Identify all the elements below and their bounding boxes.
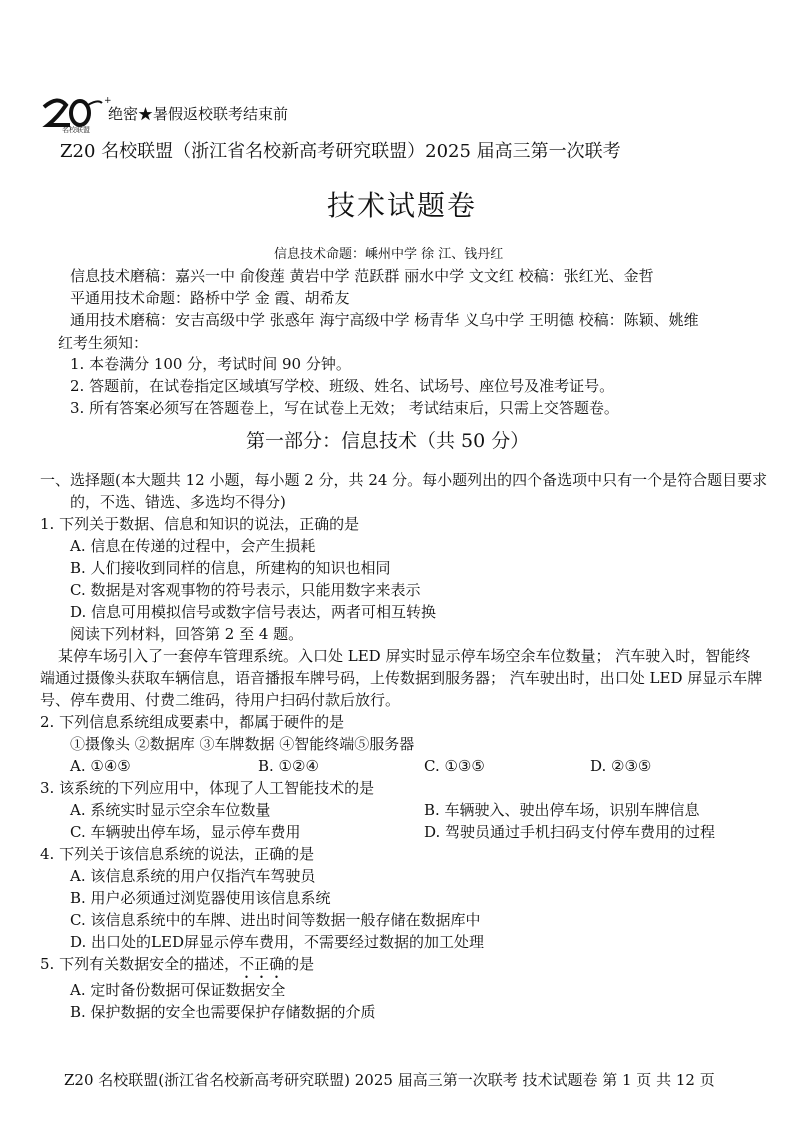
question-5-stem-end: 的是 <box>284 955 315 973</box>
question-1-option: C. 数据是对客观事物的符号表示，只能用数字来表示 <box>70 581 421 599</box>
exam-title: Z20 名校联盟（浙江省名校新高考研究联盟）2025 届高三第一次联考 <box>60 141 621 162</box>
confidential-label: 绝密★暑假返校联考结束前 <box>108 105 289 123</box>
question-1-stem: 1. 下列关于数据、信息和知识的说法，正确的是 <box>40 515 360 533</box>
question-4-option: B. 用户必须通过浏览器使用该信息系统 <box>70 889 331 907</box>
question-5-option: B. 保护数据的安全也需要保护存储数据的介质 <box>70 1003 376 1021</box>
question-5-emphasis: 不正确 <box>239 955 285 973</box>
credits-line: 信息技术磨稿：嘉兴一中 俞俊莲 黄岩中学 范跃群 丽水中学 文文红 校稿：张红光、金哲 <box>70 267 654 285</box>
question-4-option: A. 该信息系统的用户仅指汽车驾驶员 <box>70 867 316 885</box>
question-2-option-c: C. ①③⑤ <box>424 757 485 775</box>
question-3-option-d: D. 驾驶员通过手机扫码支付停车费用的过程 <box>424 823 716 841</box>
material-line: 端通过摄像头获取车辆信息，语音播报车牌号码，上传数据到服务器； 汽车驶出时，出口处 LED 屏显示车牌 <box>40 669 763 687</box>
question-2-option-a: A. ①④⑤ <box>70 757 131 775</box>
notice-item: 3. 所有答案必须写在答题卷上，写在试卷上无效； 考试结束后，只需上交答题卷。 <box>70 399 619 417</box>
question-4-stem: 4. 下列关于该信息系统的说法，正确的是 <box>40 845 315 863</box>
question-1-option: A. 信息在传递的过程中，会产生损耗 <box>70 537 316 555</box>
material-intro: 阅读下列材料，回答第 2 至 4 题。 <box>70 625 304 643</box>
notice-item: 2. 答题前，在试卷指定区域填写学校、班级、姓名、试场号、座位号及准考证号。 <box>70 377 615 395</box>
notice-heading: 红考生须知： <box>58 334 149 352</box>
section-title: 第一部分：信息技术（共 50 分） <box>246 430 530 452</box>
logo-text: 名校联盟 <box>62 126 90 134</box>
credits-line: 通用技术磨稿：安吉高级中学 张惑年 海宁高级中学 杨青华 义乌中学 王明德 校稿：陈颖、姚维 <box>70 311 699 329</box>
question-3-option-b: B. 车辆驶入、驶出停车场，识别车牌信息 <box>424 801 700 819</box>
question-2-option-b: B. ①②④ <box>258 757 319 775</box>
question-3-stem: 3. 该系统的下列应用中，体现了人工智能技术的是 <box>40 779 375 797</box>
question-1-option: B. 人们接收到同样的信息，所建构的知识也相同 <box>70 559 391 577</box>
paper-title: 技术试题卷 <box>327 189 478 222</box>
page-footer: Z20 名校联盟(浙江省名校新高考研究联盟) 2025 届高三第一次联考 技术试题卷 第 1 页 共 12 页 <box>64 1071 715 1089</box>
question-2-option-d: D. ②③⑤ <box>590 757 652 775</box>
instructions-line: 的，不选、错选、多选均不得分) <box>70 493 286 511</box>
question-5-stem <box>40 954 314 982</box>
question-3-option-c: C. 车辆驶出停车场，显示停车费用 <box>70 823 301 841</box>
question-3-option-a: A. 系统实时显示空余车位数量 <box>70 801 271 819</box>
question-1-option: D. 信息可用模拟信号或数字信号表达，两者可相互转换 <box>70 603 437 621</box>
question-2-items: ①摄像头 ②数据库 ③车牌数据 ④智能终端⑤服务器 <box>70 735 415 753</box>
instructions-line: 一、选择题(本大题共 12 小题，每小题 2 分，共 24 分。每小题列出的四个备选项中只有一个是符合题目要求 <box>40 471 768 489</box>
credits-line: 信息技术命题：嵊州中学 徐 江、钱丹红 <box>274 247 504 262</box>
svg-text:+: + <box>104 96 112 106</box>
z20-alliance-logo <box>40 95 112 134</box>
question-5-stem-start: 5. 下列有关数据安全的描述， <box>40 955 240 973</box>
credits-line: 平通用技术命题：路桥中学 金 霞、胡希友 <box>70 289 350 307</box>
material-line: 号、停车费用、付费二维码，待用户扫码付款后放行。 <box>40 691 401 709</box>
question-4-option: C. 该信息系统中的车牌、进出时间等数据一般存储在数据库中 <box>70 911 481 929</box>
notice-item: 1. 本卷满分 100 分，考试时间 90 分钟。 <box>70 355 351 373</box>
material-line: 某停车场引入了一套停车管理系统。入口处 LED 屏实时显示停车场空余车位数量； 汽车驶入时，智能终 <box>58 647 751 665</box>
question-2-stem: 2. 下列信息系统组成要素中，都属于硬件的是 <box>40 713 345 731</box>
question-5-option: A. 定时备份数据可保证数据安全 <box>70 981 286 999</box>
question-4-option: D. 出口处的LED屏显示停车费用，不需要经过数据的加工处理 <box>70 933 484 951</box>
